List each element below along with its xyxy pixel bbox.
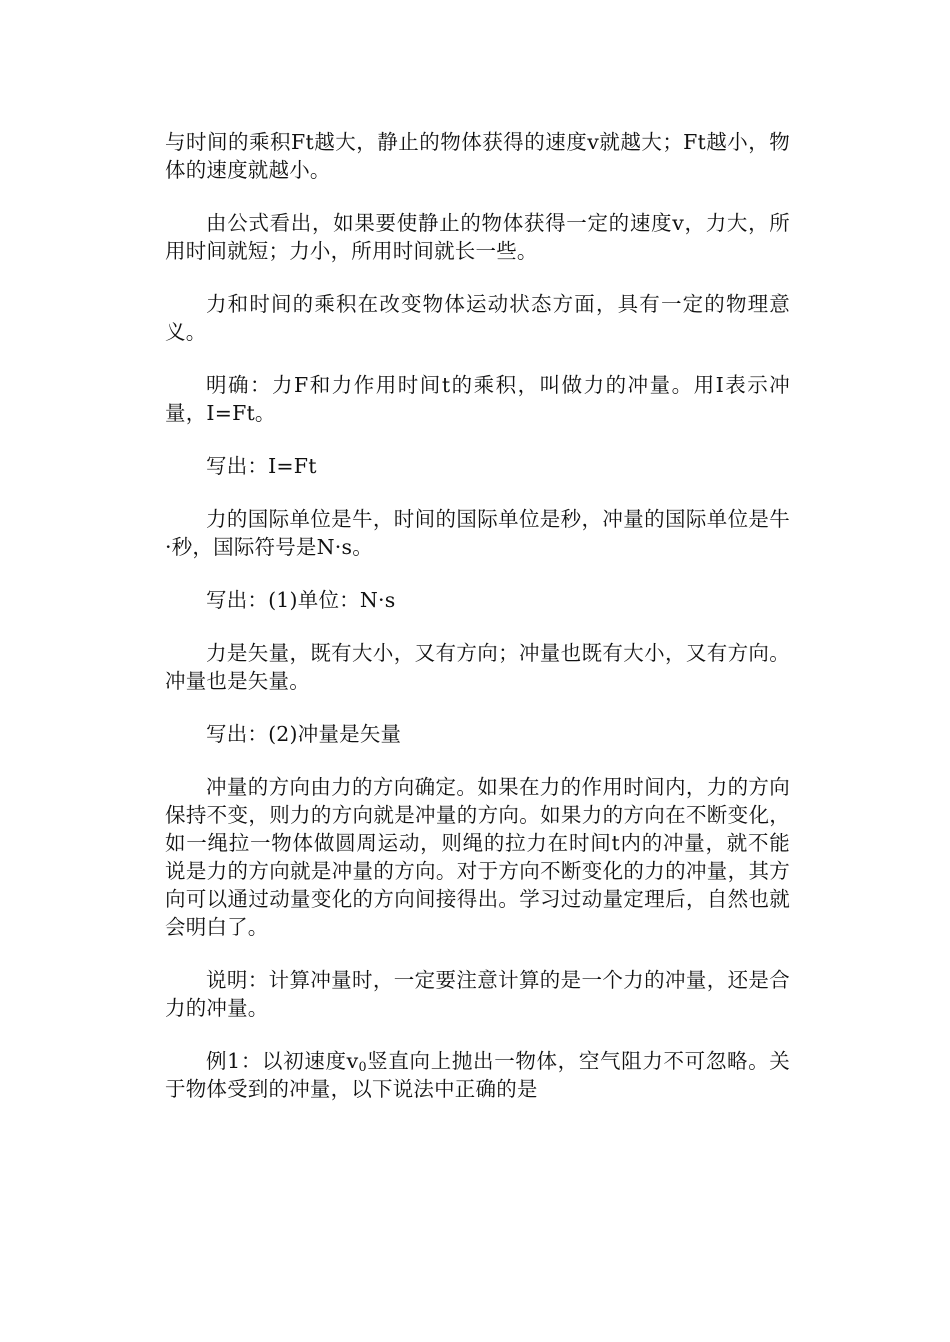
- paragraph-7: 写出：(1)单位：N·s: [206, 588, 396, 612]
- paragraph-6: 力的国际单位是牛，时间的国际单位是秒，冲量的国际单位是牛·秒，国际符号是N·s。: [165, 507, 790, 559]
- example-paragraph: [165, 1047, 790, 1103]
- paragraph-4: 明确：力F和力作用时间t的乘积，叫做力的冲量。用I表示冲量，I=Ft。: [165, 373, 790, 425]
- paragraph-11: 说明：计算冲量时，一定要注意计算的是一个力的冲量，还是合力的冲量。: [165, 968, 790, 1020]
- example-lead: 例1：以初速度v: [206, 1049, 359, 1073]
- paragraph-10: 冲量的方向由力的方向确定。如果在力的作用时间内，力的方向保持不变，则力的方向就是冲量的方向。如果力的方向在不断变化，如一绳拉一物体做圆周运动，则绳的拉力在时间t内的冲量，就不能说是力的方向就是冲量的方向。对于方向不断变化的力的冲量，其方向可以通过动量变化的方向间接得出。学习过动量定理后，自然也就会明白了。: [165, 775, 790, 939]
- paragraph-8: 力是矢量，既有大小，又有方向；冲量也既有大小，又有方向。冲量也是矢量。: [165, 641, 790, 693]
- paragraph-9: 写出：(2)冲量是矢量: [206, 722, 402, 746]
- paragraph-1: 与时间的乘积Ft越大，静止的物体获得的速度v就越大；Ft越小，物体的速度就越小。: [165, 130, 790, 182]
- document-page: [165, 128, 790, 1103]
- paragraph-3: 力和时间的乘积在改变物体运动状态方面，具有一定的物理意义。: [165, 292, 790, 344]
- example-rest: 竖直向上抛出一物体，空气阻力不可忽略。关于物体受到的冲量，以下说法中正确的是: [165, 1049, 791, 1101]
- example-subscript: 0: [358, 1059, 367, 1075]
- paragraph-5: 写出：I=Ft: [206, 454, 317, 478]
- paragraph-2: 由公式看出，如果要使静止的物体获得一定的速度v，力大，所用时间就短；力小，所用时间就长一些。: [165, 211, 790, 263]
